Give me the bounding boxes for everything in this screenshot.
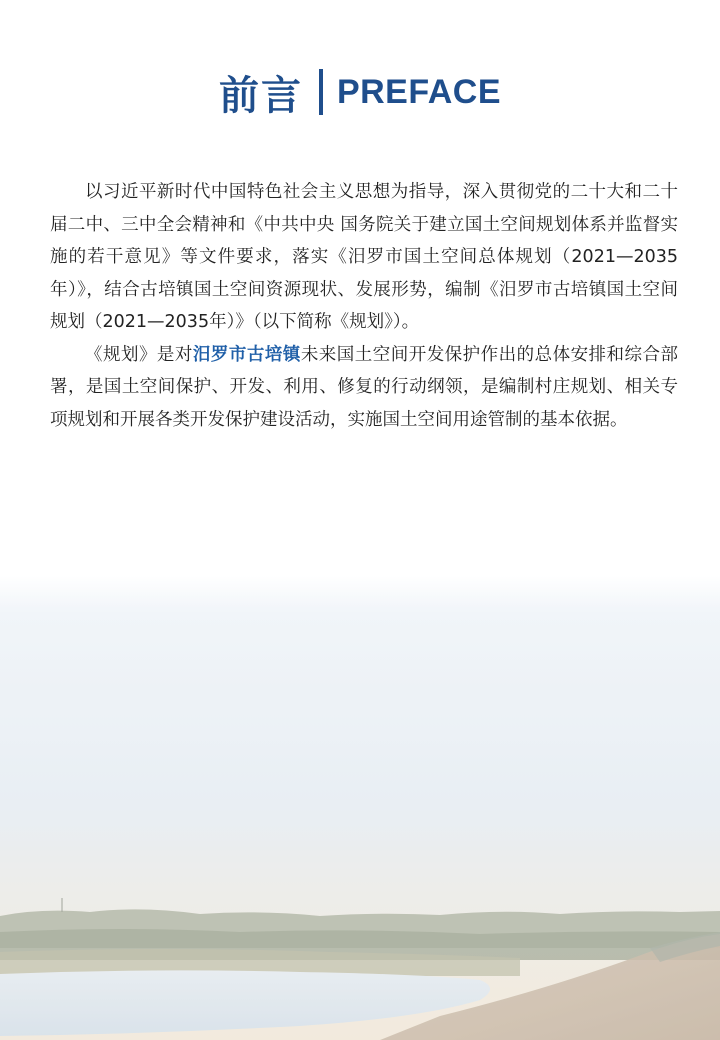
title-chinese: 前言 bbox=[218, 72, 303, 119]
paragraph-2-end: 未来国土空间开发保护作出的总体安排和综合部署，是国土空间保护、开发、利用、修复的行动纲领，是编制村庄规划、相关专项规划和开展各类开发保护建设活动，实施国土空间用途管制的基本依据。 bbox=[50, 344, 678, 430]
town-name-highlight: 汨罗市古培镇 bbox=[192, 344, 301, 365]
landscape-photo bbox=[0, 576, 720, 1040]
paragraph-2-start: 《规划》是对 bbox=[85, 344, 193, 365]
title-english: PREFACE bbox=[336, 72, 502, 111]
page-header bbox=[0, 62, 720, 122]
title-divider bbox=[319, 69, 323, 115]
paragraph-2 bbox=[50, 339, 678, 437]
photo-overlay bbox=[0, 576, 720, 1040]
preface-body bbox=[50, 176, 678, 436]
paragraph-1: 以习近平新时代中国特色社会主义思想为指导，深入贯彻党的二十大和二十届二中、三中全会精神和《中共中央 国务院关于建立国土空间规划体系并监督实施的若干意见》等文件要求，落实《汨罗市国土空间总体规划（2021—2035年）》，结合古培镇国土空间资源现状、发展形势，编制《汨罗市古培镇国土空间规划（2021—2035年）》（以下简称《规划》）。 bbox=[50, 182, 678, 332]
